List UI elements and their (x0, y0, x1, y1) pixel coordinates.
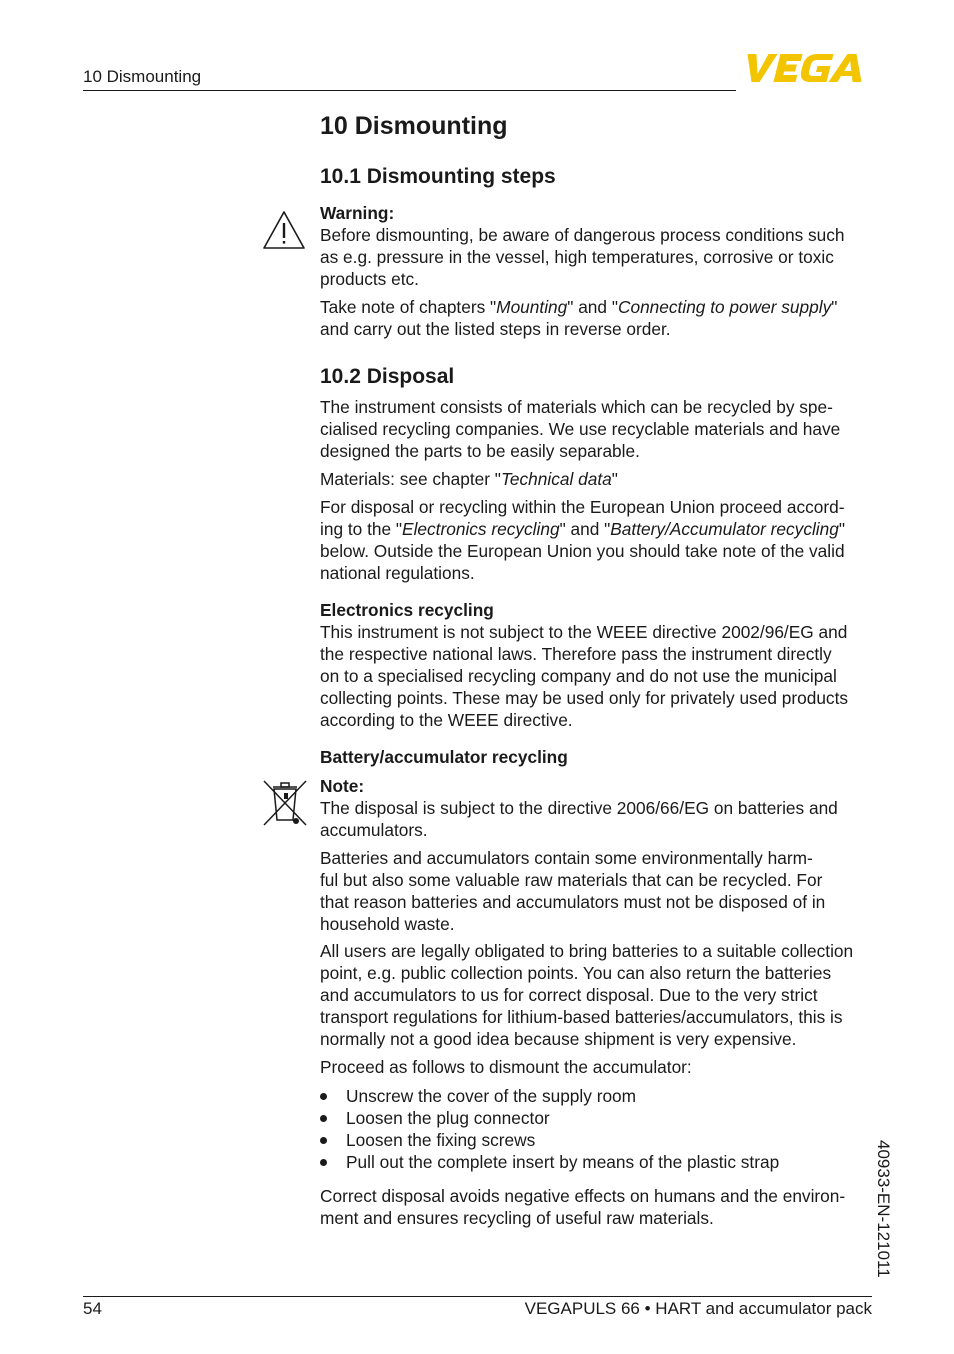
warning-text: Before dismounting, be aware of dangerous process conditions such as e.g. pressure in the vessel, high temperatures, corrosive or toxic products etc. (320, 225, 845, 289)
bullet-icon (320, 1115, 327, 1122)
electronics-recycling-text: This instrument is not subject to the WEEE directive 2002/96/EG and the respective national laws. Therefore pass the instrument directly on to a specialised recycling company and do not use the municipal collecting points. These may be used only for privately used products according to the WEEE directive. (320, 622, 849, 730)
warning-label: Warning: (320, 203, 395, 223)
footer-title: VEGAPULS 66 • HART and accumulator pack (524, 1299, 872, 1318)
running-header: 10 Dismounting (83, 67, 202, 86)
section-title-disposal: 10.2 Disposal (320, 365, 455, 388)
electronics-recycling-title: Electronics recycling (320, 600, 494, 620)
bullet-icon (320, 1137, 327, 1144)
chapters-note: Take note of chapters "Mounting" and "Connecting to power supply" and carry out the listed steps in reverse order. (320, 297, 838, 339)
bullet-icon (320, 1093, 327, 1100)
document-id: 40933-EN-121011 (874, 1140, 893, 1278)
page-number: 54 (83, 1299, 102, 1318)
battery-paragraph-2: All users are legally obligated to bring batteries to a suitable collection point, e.g. public collection points. You can also return the batteries and accumulators to us for correct disposal. Due to the very strict transport regulations for lithium-based batteries/accumulators, this is normally not a good idea because shipment is very expensive. (320, 941, 854, 1049)
bullet-icon (320, 1159, 327, 1166)
disposal-intro: The instrument consists of materials which can be recycled by spe- cialised recycling companies. We use recyclable materials and have designed the parts to be easily separable. (320, 397, 841, 461)
section-title-dismounting-steps: 10.1 Dismounting steps (320, 165, 556, 188)
crossed-out-bin-icon (261, 778, 309, 828)
header-rule (83, 90, 736, 91)
note-text: The disposal is subject to the directive 2006/66/EG on batteries and accumulators. (320, 798, 838, 840)
materials-reference: Materials: see chapter "Technical data" (320, 469, 618, 489)
footer-rule (83, 1296, 872, 1297)
vega-logo (742, 52, 872, 84)
battery-paragraph-3: Proceed as follows to dismount the accumulator: (320, 1057, 692, 1077)
closing-paragraph: Correct disposal avoids negative effects on humans and the environ- ment and ensures recycling of useful raw materials. (320, 1186, 846, 1228)
eu-disposal-text: For disposal or recycling within the European Union proceed accord- ing to the "Electronics recycling" and "Battery/Accumulator recycling" below. Outside the European Union you should take note of the valid national regulations. (320, 497, 846, 583)
battery-paragraph-1: Batteries and accumulators contain some environmentally harm- ful but also some valuable raw materials that can be recycled. For that reason batteries and accumulators must not be disposed of in household waste. (320, 848, 826, 934)
note-label: Note: (320, 776, 365, 796)
chapter-title: 10 Dismounting (320, 112, 508, 140)
warning-triangle-icon (262, 210, 306, 250)
battery-recycling-title: Battery/accumulator recycling (320, 747, 568, 767)
